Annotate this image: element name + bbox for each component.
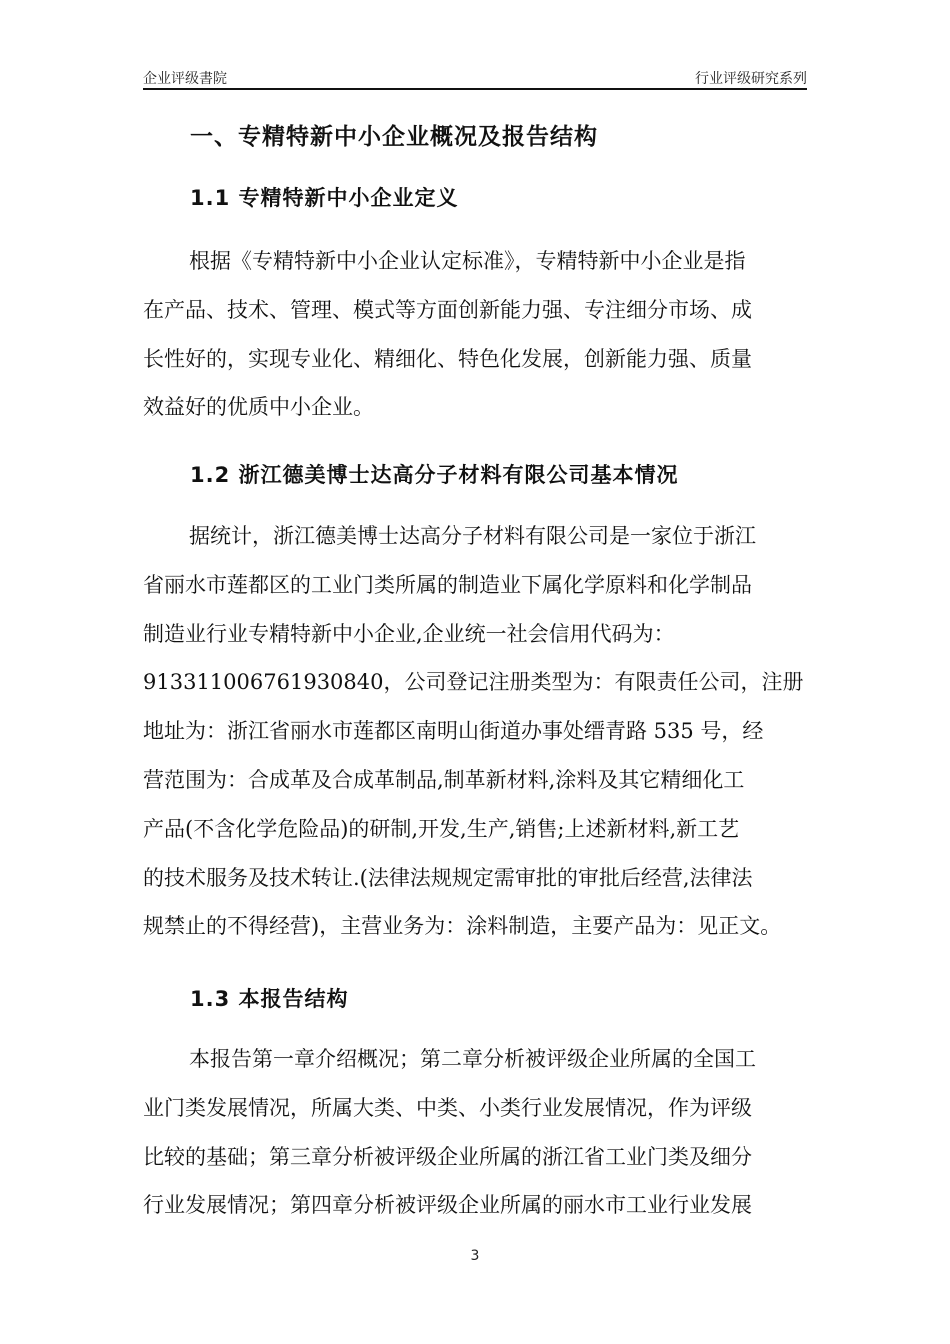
text-line: 产品(不含化学危险品)的研制,开发,生产,销售;上述新材料,新工艺 bbox=[143, 816, 740, 841]
text-line: 制造业行业专精特新中小企业,企业统一社会信用代码为： bbox=[143, 621, 675, 646]
text-line: 据统计，浙江德美博士达高分子材料有限公司是一家位于浙江 bbox=[189, 524, 756, 548]
text-line: 长性好的，实现专业化、精细化、特色化发展，创新能力强、质量 bbox=[143, 346, 752, 371]
header-right-title: 行业评级研究系列 bbox=[695, 71, 807, 87]
paragraph-report-structure bbox=[143, 1035, 807, 1230]
chapter-title: 一、专精特新中小企业概况及报告结构 bbox=[190, 124, 598, 150]
subsection-title-1-2: 1.2 浙江德美博士达高分子材料有限公司基本情况 bbox=[190, 463, 679, 487]
header-left-title: 企业评级書院 bbox=[143, 71, 227, 87]
subsection-title-1-1: 1.1 专精特新中小企业定义 bbox=[190, 186, 459, 210]
text-line: 地址为：浙江省丽水市莲都区南明山街道办事处缙青路 535 号，经 bbox=[143, 719, 764, 744]
paragraph-definition bbox=[143, 237, 807, 432]
text-line: 行业发展情况；第四章分析被评级企业所属的丽水市工业行业发展 bbox=[143, 1193, 752, 1218]
text-line: 本报告第一章介绍概况；第二章分析被评级企业所属的全国工 bbox=[189, 1047, 756, 1071]
paragraph-company-info bbox=[143, 512, 807, 951]
text-line: 在产品、技术、管理、模式等方面创新能力强、专注细分市场、成 bbox=[143, 297, 752, 322]
text-line: 规禁止的不得经营)，主营业务为：涂料制造，主要产品为：见正文。 bbox=[143, 914, 782, 939]
subsection-title-1-3: 1.3 本报告结构 bbox=[190, 987, 349, 1011]
text-line: 效益好的优质中小企业。 bbox=[143, 395, 374, 420]
text-line: 营范围为：合成革及合成革制品,制革新材料,涂料及其它精细化工 bbox=[143, 767, 745, 792]
text-line: 业门类发展情况，所属大类、中类、小类行业发展情况，作为评级 bbox=[143, 1095, 752, 1120]
header-divider bbox=[143, 88, 807, 90]
text-line: 根据《专精特新中小企业认定标准》，专精特新中小企业是指 bbox=[189, 249, 746, 273]
text-line: 913311006761930840，公司登记注册类型为：有限责任公司，注册 bbox=[143, 670, 804, 695]
page-header bbox=[143, 66, 807, 86]
page-number: 3 bbox=[470, 1248, 480, 1264]
text-line: 的技术服务及技术转让.(法律法规规定需审批的审批后经营,法律法 bbox=[143, 865, 753, 890]
text-line: 比较的基础；第三章分析被评级企业所属的浙江省工业门类及细分 bbox=[143, 1144, 752, 1169]
text-line: 省丽水市莲都区的工业门类所属的制造业下属化学原料和化学制品 bbox=[143, 572, 752, 597]
